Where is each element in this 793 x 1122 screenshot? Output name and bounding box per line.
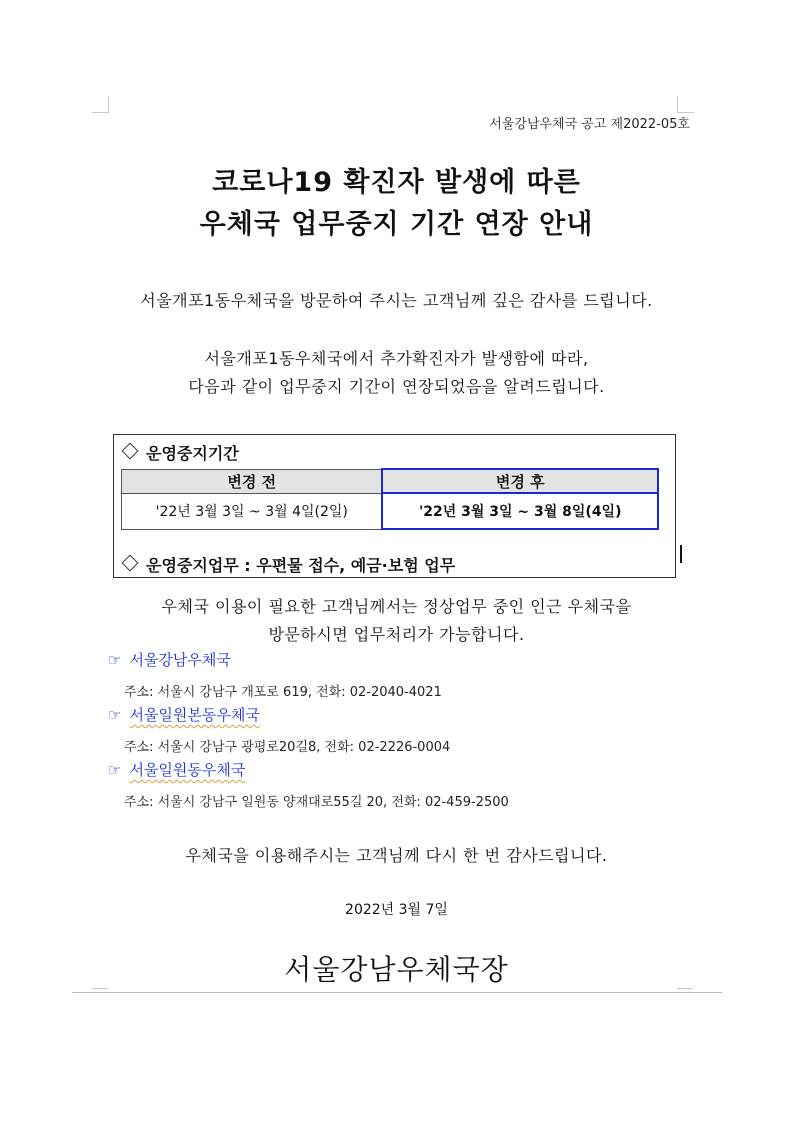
crop-mark-top-left	[92, 96, 109, 113]
guide-line-1: 우체국 이용이 필요한 고객님께서는 정상업무 중인 인근 우체국을	[161, 597, 632, 616]
pointing-hand-icon: ☞	[108, 651, 122, 669]
greeting: 서울개포1동우체국을 방문하여 주시는 고객님께 깊은 감사를 드립니다.	[140, 291, 653, 310]
pointing-hand-icon: ☞	[108, 761, 122, 779]
page-bottom-rule	[72, 992, 722, 993]
diamond-bullet-icon	[122, 443, 139, 460]
notice-line-1: 서울개포1동우체국에서 추가확진자가 발생함에 따라,	[204, 349, 589, 368]
office-name: 서울일원동우체국	[129, 761, 246, 779]
text-cursor	[680, 545, 682, 563]
crop-mark-bottom-right	[677, 988, 693, 989]
before-value: '22년 3월 3일 ~ 3월 4일(2일)	[122, 493, 383, 529]
before-header: 변경 전	[122, 469, 383, 493]
guide-line-2: 방문하시면 업무처리가 가능합니다.	[268, 625, 525, 644]
office-address: 주소: 서울시 강남구 개포로 619, 전화: 02-2040-4021	[124, 685, 442, 700]
office-address: 주소: 서울시 강남구 광평로20길8, 전화: 02-2226-0004	[124, 740, 451, 755]
period-heading	[120, 441, 239, 464]
office-1	[108, 649, 231, 670]
notice-number: 서울강남우체국 공고 제2022-05호	[489, 117, 690, 132]
crop-mark-top-right	[677, 96, 694, 113]
diamond-bullet-icon	[122, 555, 139, 572]
signature: 서울강남우체국장	[284, 953, 509, 986]
office-name: 서울일원본동우체국	[129, 706, 260, 724]
pointing-hand-icon: ☞	[108, 706, 122, 724]
period-comparison-table	[121, 468, 659, 530]
office-name: 서울강남우체국	[129, 651, 231, 669]
work-heading	[120, 553, 455, 576]
table-row	[122, 493, 659, 529]
title-line-1: 코로나19 확진자 발생에 따른	[212, 167, 581, 198]
notice-line-2: 다음과 같이 업무중지 기간이 연장되었음을 알려드립니다.	[188, 377, 605, 396]
title-line-2: 우체국 업무중지 기간 연장 안내	[199, 209, 594, 240]
suspension-info-box	[113, 434, 676, 578]
after-value: '22년 3월 3일 ~ 3월 8일(4일)	[382, 493, 658, 529]
period-heading-text: 운영중지기간	[146, 444, 239, 463]
office-3	[108, 759, 245, 780]
crop-mark-bottom-left	[92, 988, 108, 989]
table-header-row	[122, 469, 659, 493]
work-heading-text: 운영중지업무 : 우편물 접수, 예금·보험 업무	[146, 556, 456, 575]
after-header: 변경 후	[382, 469, 658, 493]
date: 2022년 3월 7일	[345, 902, 448, 918]
office-2	[108, 704, 260, 725]
closing: 우체국을 이용해주시는 고객님께 다시 한 번 감사드립니다.	[185, 846, 608, 865]
office-address: 주소: 서울시 강남구 일원동 양재대로55길 20, 전화: 02-459-2500	[124, 795, 509, 810]
